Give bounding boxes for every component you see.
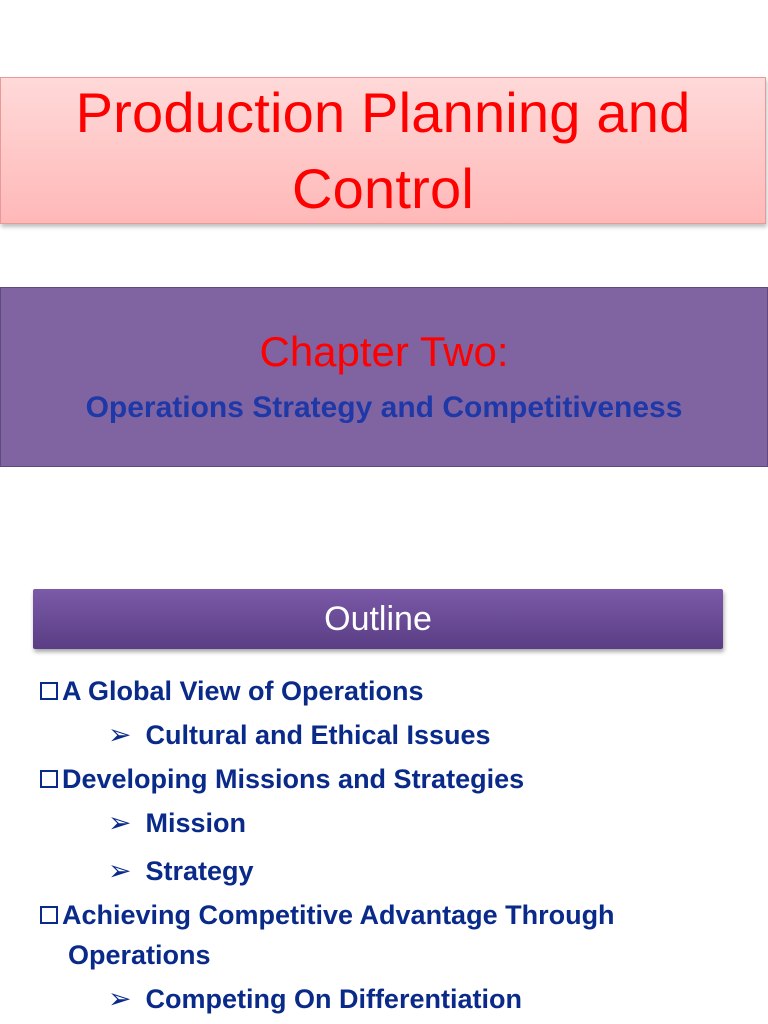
list-item-label: A Global View of Operations bbox=[62, 676, 424, 706]
page-title: Production Planning and Control bbox=[75, 80, 691, 220]
arrow-right-icon: ➢ bbox=[108, 983, 132, 1014]
list-item bbox=[40, 671, 760, 711]
sub-item bbox=[40, 711, 760, 759]
sub-item-label: Cultural and Ethical Issues bbox=[145, 720, 491, 750]
arrow-right-icon: ➢ bbox=[108, 719, 132, 750]
list-item bbox=[40, 759, 760, 799]
sub-item-label: Strategy bbox=[145, 856, 254, 886]
list-item-label: Achieving Competitive Advantage Through bbox=[62, 900, 615, 930]
list-item bbox=[40, 895, 760, 935]
title-banner bbox=[0, 77, 766, 224]
arrow-right-icon: ➢ bbox=[108, 855, 132, 886]
checkbox-square-icon bbox=[40, 770, 58, 788]
sub-item-label: Competing On Differentiation bbox=[145, 984, 522, 1014]
arrow-right-icon: ➢ bbox=[108, 807, 132, 838]
chapter-banner bbox=[0, 287, 768, 467]
outline-list bbox=[40, 671, 760, 1023]
chapter-subtitle: Operations Strategy and Competitiveness bbox=[85, 391, 683, 424]
sub-item-label: Mission bbox=[145, 808, 246, 838]
checkbox-square-icon bbox=[40, 906, 58, 924]
sub-item bbox=[40, 847, 760, 895]
sub-item bbox=[40, 799, 760, 847]
outline-header bbox=[33, 589, 723, 649]
outline-label: Outline bbox=[324, 599, 432, 638]
chapter-heading: Chapter Two: bbox=[259, 328, 509, 375]
list-item-continuation bbox=[40, 935, 760, 975]
sub-item bbox=[40, 975, 760, 1023]
list-item-label-continued: Operations bbox=[68, 940, 211, 970]
list-item-label: Developing Missions and Strategies bbox=[62, 764, 525, 794]
checkbox-square-icon bbox=[40, 682, 58, 700]
